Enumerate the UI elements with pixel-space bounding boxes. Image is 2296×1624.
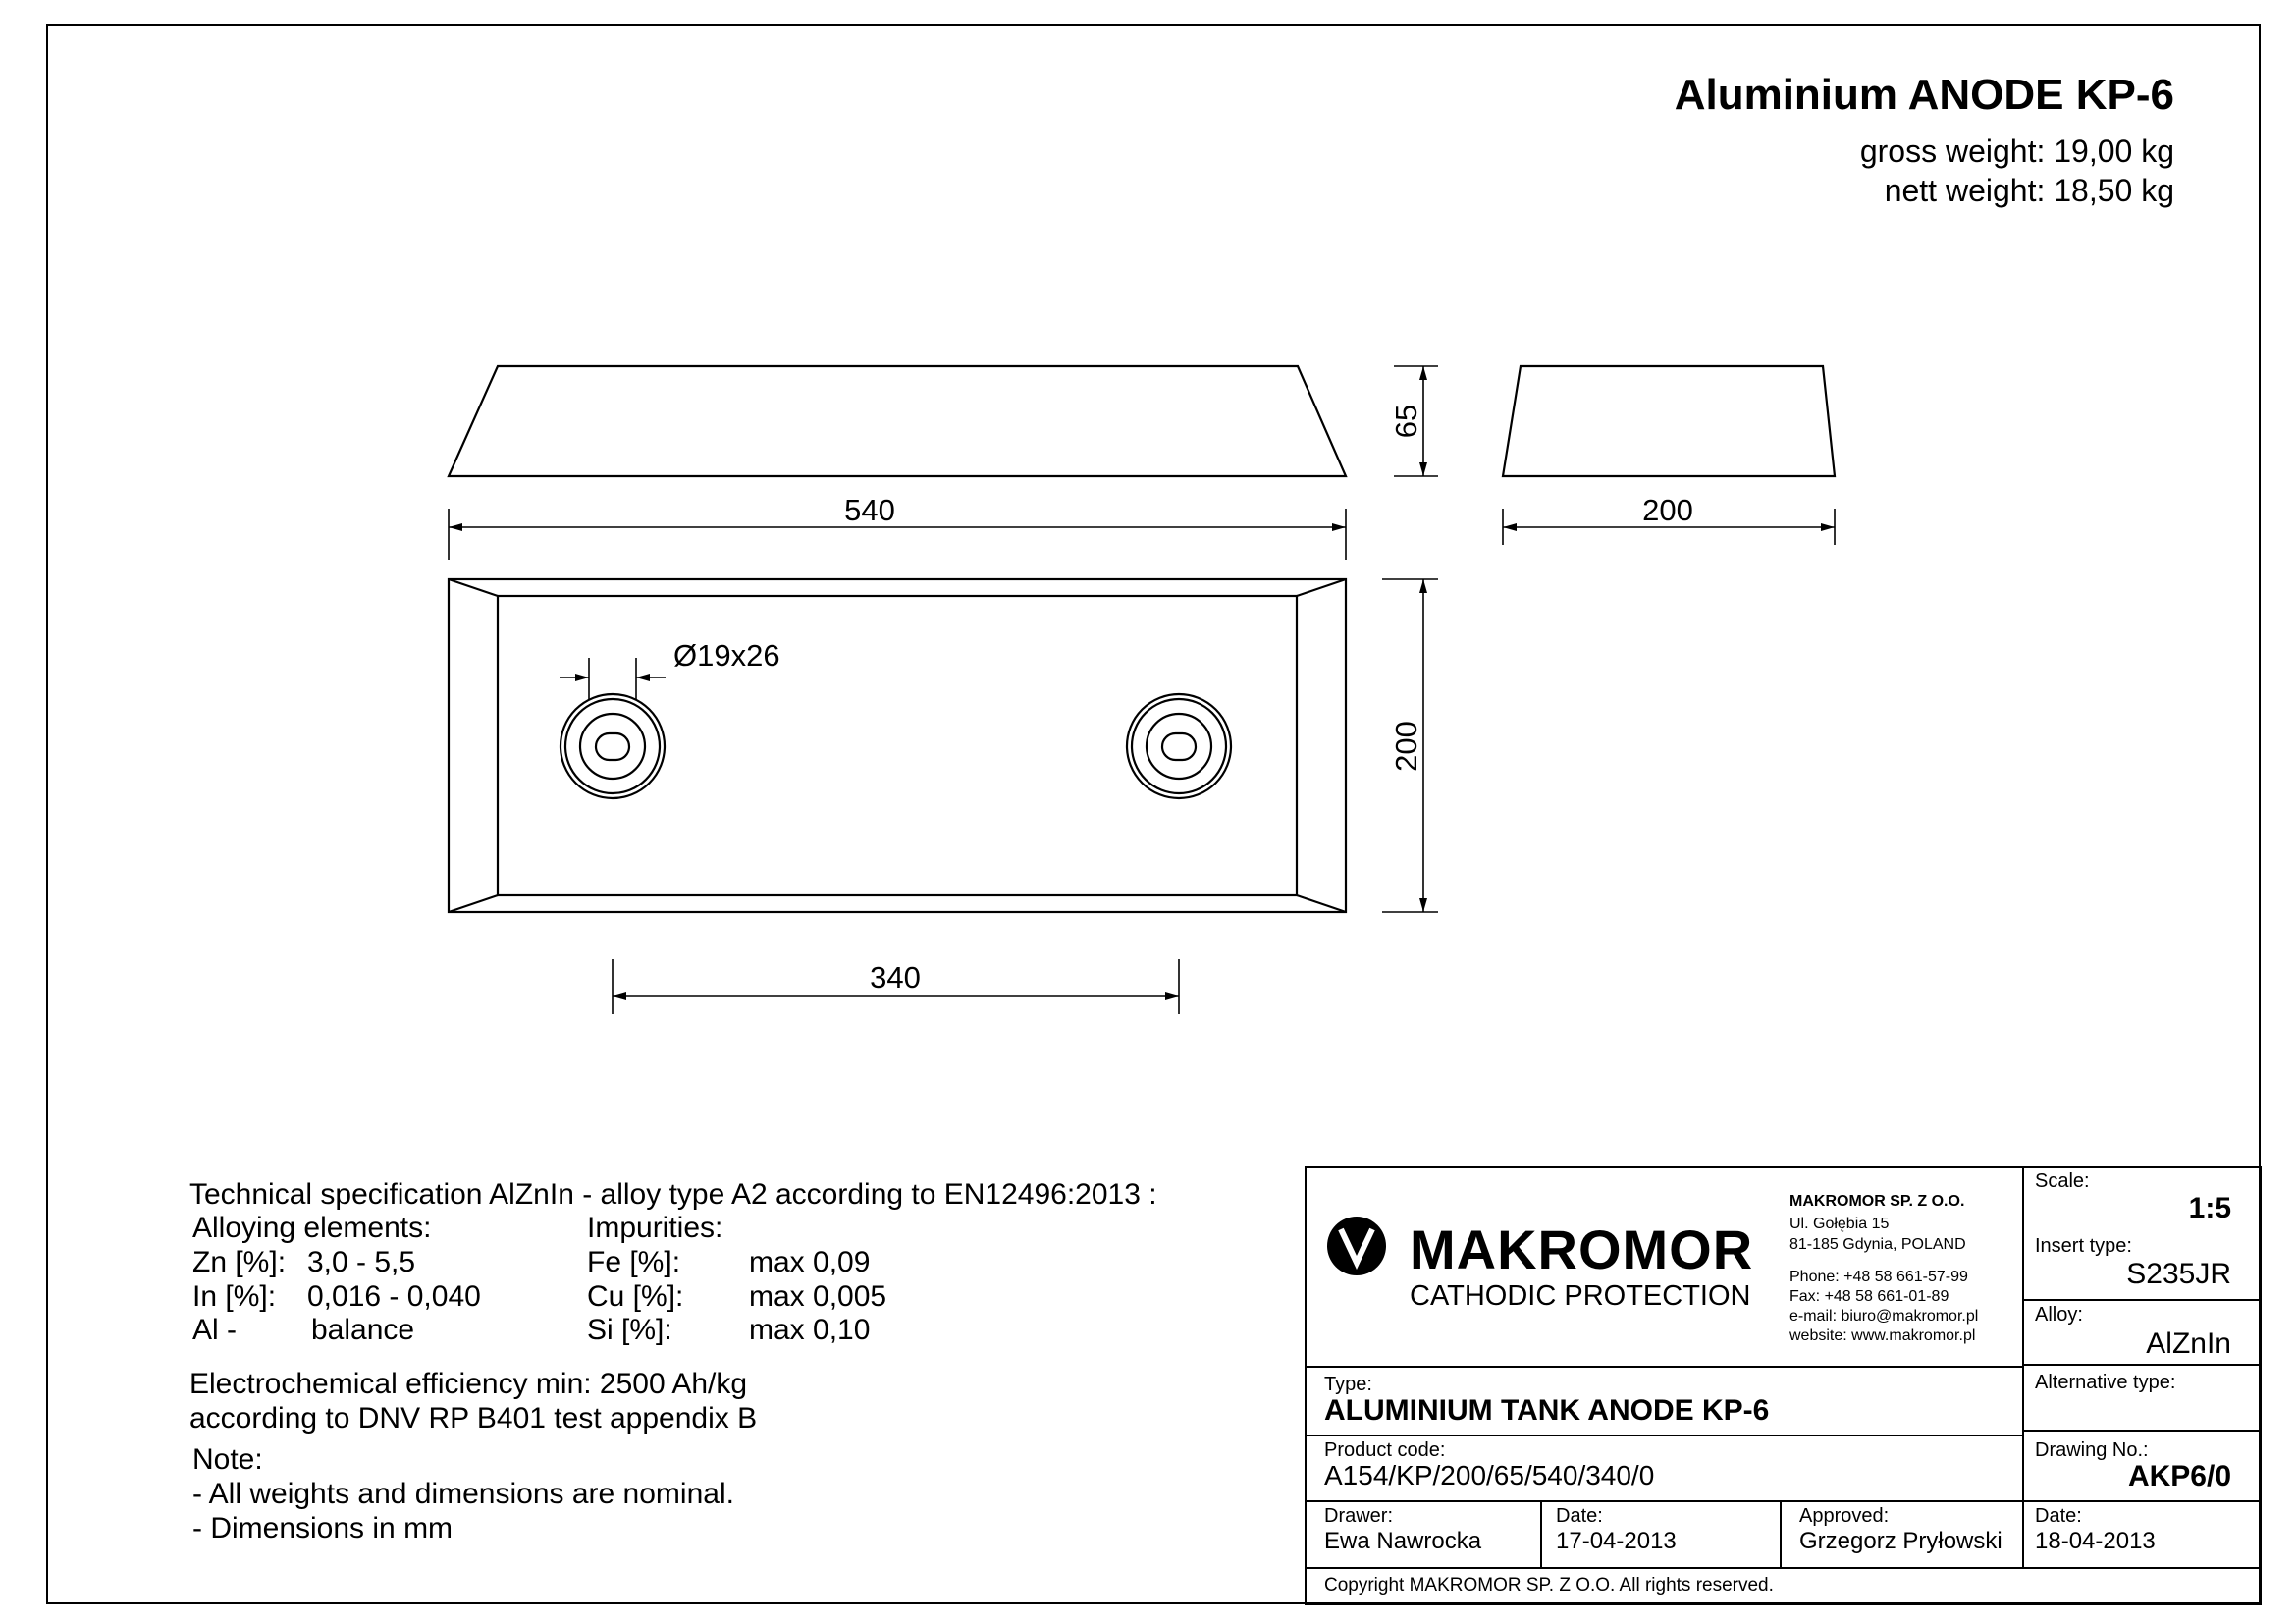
dim-height-label: 65 <box>1389 404 1423 439</box>
makromor-logo-icon <box>1327 1217 1386 1275</box>
impurity-value: max 0,10 <box>749 1314 871 1346</box>
efficiency-line-2: according to DNV RP B401 test appendix B <box>189 1402 758 1435</box>
company-street: Ul. Gołębia 15 <box>1789 1216 1890 1232</box>
product-code-label: Product code: <box>1324 1439 1446 1461</box>
alloy-label: Alloy: <box>2035 1304 2083 1326</box>
type-label: Type: <box>1324 1374 1372 1395</box>
alloy-value: 3,0 - 5,5 <box>307 1246 416 1278</box>
company-phone: Phone: +48 58 661-57-99 <box>1789 1269 1968 1285</box>
product-code-value: A154/KP/200/65/540/340/0 <box>1324 1460 1655 1490</box>
impurity-element: Cu [%]: <box>587 1280 684 1313</box>
brand-tagline: CATHODIC PROTECTION <box>1410 1280 1751 1312</box>
dim-length-label: 540 <box>844 493 895 527</box>
impurities-label: Impurities: <box>587 1212 723 1244</box>
note-line-1: - All weights and dimensions are nominal. <box>192 1478 734 1510</box>
note-label: Note: <box>192 1443 263 1476</box>
impurity-element: Fe [%]: <box>587 1246 681 1278</box>
gross-weight: gross weight: 19,00 kg <box>1859 134 2174 169</box>
dim-top-width-label: 200 <box>1389 721 1423 772</box>
company-website: website: www.makromor.pl <box>1789 1327 1976 1344</box>
spec-heading: Technical specification AlZnIn - alloy type A2 according to EN12496:2013 : <box>189 1178 1157 1211</box>
drawer-label: Drawer: <box>1324 1505 1394 1527</box>
alloy-value: 0,016 - 0,040 <box>307 1280 481 1313</box>
drawing-number-value: AKP6/0 <box>2127 1460 2231 1492</box>
approved-label: Approved: <box>1799 1505 1890 1527</box>
alloy-element: In [%]: <box>192 1280 277 1313</box>
impurity-value: max 0,005 <box>749 1280 887 1313</box>
dim-hole-spacing-label: 340 <box>870 960 921 995</box>
insert-type-value: S235JR <box>2126 1258 2231 1290</box>
company-city: 81-185 Gdynia, POLAND <box>1789 1236 1966 1253</box>
type-value: ALUMINIUM TANK ANODE KP-6 <box>1324 1394 1770 1427</box>
alloy-element: Al - <box>192 1314 237 1346</box>
company-email: e-mail: biuro@makromor.pl <box>1789 1308 1979 1325</box>
alternative-type-label: Alternative type: <box>2035 1372 2176 1393</box>
alloying-label: Alloying elements: <box>192 1212 432 1244</box>
date-drawn-label: Date: <box>1556 1505 1603 1527</box>
alloy-value: balance <box>311 1314 415 1346</box>
impurity-value: max 0,09 <box>749 1246 871 1278</box>
date-drawn-value: 17-04-2013 <box>1556 1528 1677 1554</box>
nett-weight: nett weight: 18,50 kg <box>1884 173 2174 208</box>
efficiency-line-1: Electrochemical efficiency min: 2500 Ah/kg <box>189 1368 748 1400</box>
copyright-notice: Copyright MAKROMOR SP. Z O.O. All rights reserved. <box>1324 1575 1774 1596</box>
alloy-value: AlZnIn <box>2146 1327 2231 1360</box>
drawing-number-label: Drawing No.: <box>2035 1439 2149 1461</box>
brand-name: MAKROMOR <box>1410 1218 1754 1280</box>
scale-label: Scale: <box>2035 1170 2090 1192</box>
alloy-element: Zn [%]: <box>192 1246 287 1278</box>
company-fax: Fax: +48 58 661-01-89 <box>1789 1288 1949 1305</box>
impurity-element: Si [%]: <box>587 1314 672 1346</box>
drawing-title: Aluminium ANODE KP-6 <box>1674 71 2174 119</box>
date-approved-value: 18-04-2013 <box>2035 1528 2156 1554</box>
note-line-2: - Dimensions in mm <box>192 1512 454 1544</box>
approved-value: Grzegorz Pryłowski <box>1799 1528 2002 1554</box>
dim-end-width-label: 200 <box>1642 493 1693 527</box>
company-name: MAKROMOR SP. Z O.O. <box>1789 1193 1965 1210</box>
drawer-value: Ewa Nawrocka <box>1324 1528 1482 1554</box>
dim-hole-label: Ø19x26 <box>673 638 780 673</box>
date-approved-label: Date: <box>2035 1505 2082 1527</box>
insert-type-label: Insert type: <box>2035 1235 2132 1257</box>
scale-value: 1:5 <box>2188 1192 2231 1224</box>
